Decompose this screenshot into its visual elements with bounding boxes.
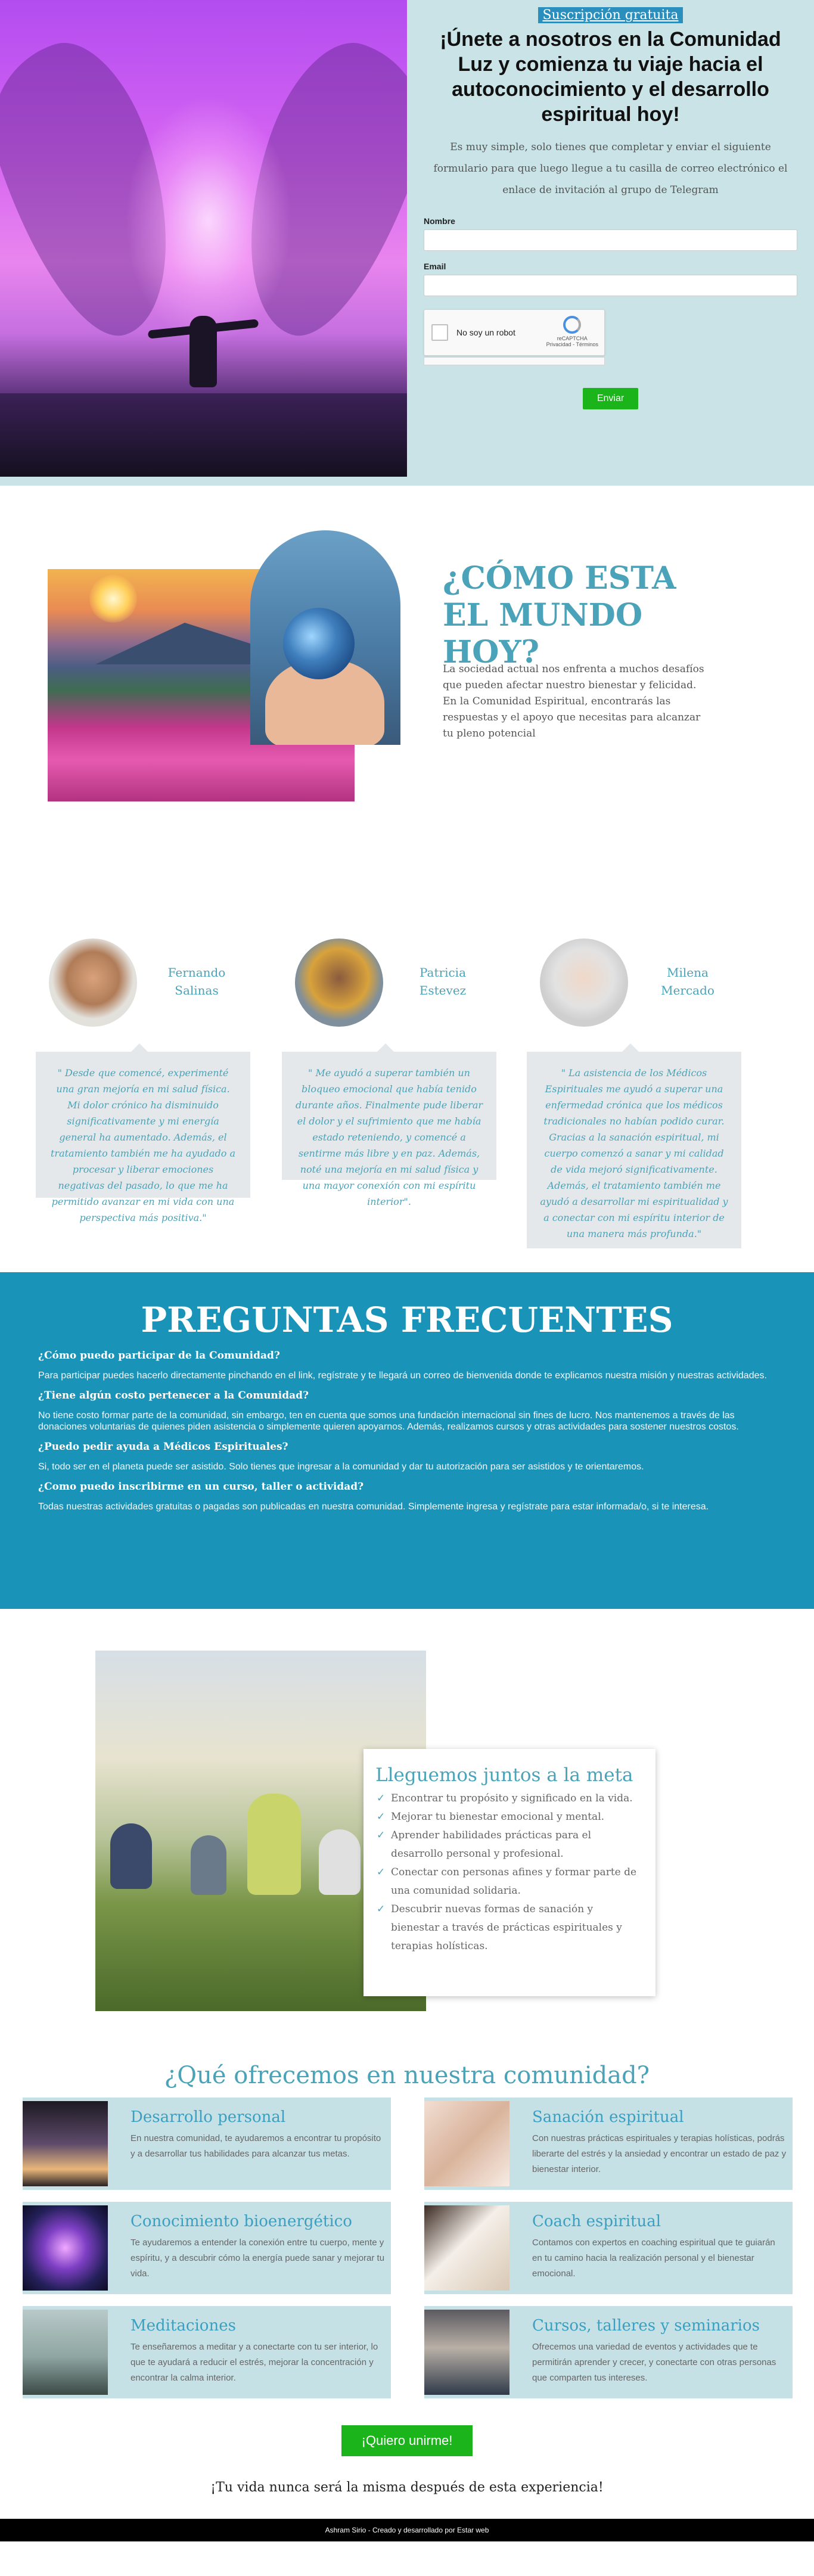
offer-card-text: Ofrecemos una variedad de eventos y actividades que te permitirán aprender y crecer, y conectarte con otras personas que comparten tus intereses. (532, 2342, 776, 2383)
offer-card-text: En nuestra comunidad, te ayudaremos a encontrar tu propósito y a desarrollar tus habilidades para alcanzar tus metas. (131, 2133, 381, 2159)
offer-card-text: Con nuestras prácticas espirituales y terapias holísticas, podrás liberarte del estrés y la ansiedad y encontrar un estado de paz y bienestar interior. (532, 2133, 787, 2174)
offer-card-title: Conocimiento bioenergético (131, 2213, 352, 2230)
offer-section (0, 2062, 814, 2495)
recaptcha-widget (424, 309, 605, 356)
faq-question: ¿Cómo puedo participar de la Comunidad? (38, 1350, 280, 1362)
recaptcha-brand: reCAPTCHA (557, 335, 588, 341)
check-icon: ✓ (377, 1866, 386, 1878)
offer-card-text: Te ayudaremos a entender la conexión entre tu cuerpo, mente y espíritu, y a descubrir cómo la energía puede sanar y mejorar tu vida. (131, 2238, 385, 2279)
faq-question: ¿Tiene algún costo pertenecer a la Comunidad? (38, 1390, 309, 1402)
check-icon: ✓ (377, 1811, 386, 1823)
offer-card-title: Sanación espiritual (532, 2108, 684, 2126)
goal-title: Lleguemos juntos a la meta (375, 1764, 633, 1786)
faq-question: ¿Como puedo inscribirme en un curso, taller o actividad? (38, 1481, 364, 1493)
list-item (375, 1808, 644, 1826)
name-field[interactable] (424, 229, 797, 251)
avatar (540, 939, 628, 1027)
testimonial-quote: " Me ayudó a superar también un bloqueo emocional que había tenido durante años. Finalmente pude liberar el dolor y el sufrimiento que me había estado reteniendo, y comencé a sentirme más libre y en paz. Además, noté una mejoría en mi salud física y una mayor conexión con mi espíritu interior". (282, 1052, 496, 1180)
cta-wrapper (23, 2398, 791, 2456)
offer-image (424, 2310, 509, 2395)
faq-section (0, 1272, 814, 1609)
testimonial-name: Patricia Estevez (419, 965, 467, 998)
offer-card-title: Meditaciones (131, 2317, 236, 2335)
email-label: Email (424, 262, 446, 271)
offer-card (424, 2098, 793, 2190)
check-icon: ✓ (377, 1829, 386, 1841)
testimonials-section (0, 939, 814, 1272)
offer-card (424, 2202, 793, 2294)
offer-image (424, 2101, 509, 2186)
footer (0, 2519, 814, 2541)
faq-title: PREGUNTAS FRECUENTES (141, 1300, 673, 1340)
goal-item-text: Conectar con personas afines y formar parte de una comunidad solidaria. (391, 1866, 637, 1897)
join-button[interactable]: ¡Quiero unirme! (341, 2425, 473, 2456)
list-item (375, 1900, 644, 1956)
offer-image (23, 2101, 108, 2186)
signup-panel (407, 0, 814, 486)
offer-image (23, 2205, 108, 2291)
name-label: Nombre (424, 216, 455, 226)
offer-card (424, 2306, 793, 2398)
offer-card-text: Contamos con expertos en coaching espiritual que te guiarán en tu camino hacia la realización personal y el bienestar emocional. (532, 2238, 775, 2279)
subscription-badge: Suscripción gratuita (538, 7, 683, 23)
goal-card (363, 1749, 655, 1996)
world-section (0, 486, 814, 939)
offer-title: ¿Qué ofrecemos en nuestra comunidad? (164, 2062, 650, 2089)
recaptcha-label: No soy un robot (456, 328, 515, 337)
signup-section (0, 0, 814, 486)
offer-image (424, 2205, 509, 2291)
offer-grid (23, 2098, 791, 2398)
testimonial-quote: " Desde que comencé, experimenté una gran mejoría en mi salud física. Mi dolor crónico ha disminuido significativamente y mi energía general ha aumentado. Además, el tratamiento también me ha ayudado a procesar y liberar emociones negativas del pasado, lo que me ha permitido avanzar en mi vida con una perspectiva más positiva." (36, 1052, 250, 1198)
goal-item-text: Aprender habilidades prácticas para el desarrollo personal y profesional. (391, 1829, 592, 1860)
faq-answer: Si, todo ser en el planeta puede ser asistido. Solo tienes que ingresar a la comunidad y dar tu autorización para ser asistidos y te orientaremos. (38, 1462, 644, 1472)
signup-form (424, 216, 797, 409)
recaptcha-checkbox[interactable] (431, 324, 448, 341)
recaptcha-strip (424, 357, 605, 365)
offer-card (23, 2098, 391, 2190)
hero-image (0, 0, 407, 477)
list-item (375, 1863, 644, 1900)
offer-card (23, 2202, 391, 2294)
list-item (375, 1789, 644, 1808)
goal-section (0, 1609, 814, 2056)
offer-image (23, 2310, 108, 2395)
check-icon: ✓ (377, 1903, 386, 1915)
signup-title: ¡Únete a nosotros en la Comunidad Luz y comienza tu viaje hacia el autoconocimiento y el desarrollo espiritual hoy! (440, 28, 781, 126)
submit-button[interactable]: Enviar (583, 388, 638, 409)
offer-card-title: Cursos, talleres y seminarios (532, 2317, 760, 2335)
goal-list (375, 1789, 644, 1956)
offer-card-title: Desarrollo personal (131, 2108, 286, 2126)
goal-item-text: Encontrar tu propósito y significado en la vida. (391, 1792, 633, 1804)
offer-card-title: Coach espiritual (532, 2213, 661, 2230)
goal-item-text: Mejorar tu bienestar emocional y mental. (391, 1811, 605, 1823)
email-field[interactable] (424, 275, 797, 296)
faq-answer: Para participar puedes hacerlo directamente pinchando en el link, regístrate y te llegará un correo de bienvenida donde te explicamos nuestra misión y nuestras actividades. (38, 1371, 767, 1381)
recaptcha-icon (563, 316, 581, 334)
avatar (295, 939, 383, 1027)
faq-question: ¿Puedo pedir ayuda a Médicos Espirituales? (38, 1441, 288, 1453)
tagline: ¡Tu vida nunca será la misma después de esta experiencia! (210, 2480, 604, 2495)
footer-credit[interactable]: Ashram Sirio - Creado y desarrollado por Estar web (325, 2526, 489, 2534)
globe-hands-image (250, 530, 400, 745)
testimonial-name: Milena Mercado (661, 965, 714, 998)
world-title: ¿CÓMO ESTA EL MUNDO HOY? (443, 560, 676, 670)
list-item (375, 1826, 644, 1863)
faq-answer: Todas nuestras actividades gratuitas o pagadas son publicadas en nuestra comunidad. Simplemente ingresa y regístrate para estar informada/o, si te interesa. (38, 1502, 709, 1512)
testimonial-quote: " La asistencia de los Médicos Espirituales me ayudó a superar una enfermedad crónica que los médicos tradicionales no habían podido curar. Gracias a la sanación espiritual, mi cuerpo comenzó a sanar y mi calidad de vida mejoró significativamente. Además, el tratamiento también me ayudó a desarrollar mi espiritualidad y a conectar con mi espíritu interior de una manera más profunda." (527, 1052, 741, 1248)
faq-answer: No tiene costo formar parte de la comunidad, sin embargo, ten en cuenta que somos una fundación internacional sin fines de lucro. Nos mantenemos a través de las donaciones voluntarias de quienes piden asistencia o simplemente quieren apoyarnos. Además, realizamos cursos y otras actividades para sostener nuestros costos. (38, 1410, 739, 1432)
recaptcha-logo (546, 316, 598, 347)
offer-card-text: Te enseñaremos a meditar y a conectarte con tu ser interior, lo que te ayudará a reducir el estrés, mejorar la concentración y encontrar la calma interior. (131, 2342, 378, 2383)
world-description: La sociedad actual nos enfrenta a muchos desafíos que pueden afectar nuestro bienestar y felicidad. En la Comunidad Espiritual, encontrarás las respuestas y el apoyo que necesitas para alcanzar tu pleno potencial (443, 663, 704, 739)
recaptcha-links[interactable]: Privacidad - Términos (546, 341, 598, 347)
testimonial-name: Fernando Salinas (167, 965, 226, 998)
offer-card (23, 2306, 391, 2398)
signup-description: Es muy simple, solo tienes que completar y enviar el siguiente formulario para que luego llegue a tu casilla de correo electrónico el enlace de invitación al grupo de Telegram (433, 141, 788, 196)
goal-item-text: Descubrir nuevas formas de sanación y bienestar a través de prácticas espirituales y terapias holísticas. (391, 1903, 622, 1952)
avatar (49, 939, 137, 1027)
check-icon: ✓ (377, 1792, 386, 1804)
